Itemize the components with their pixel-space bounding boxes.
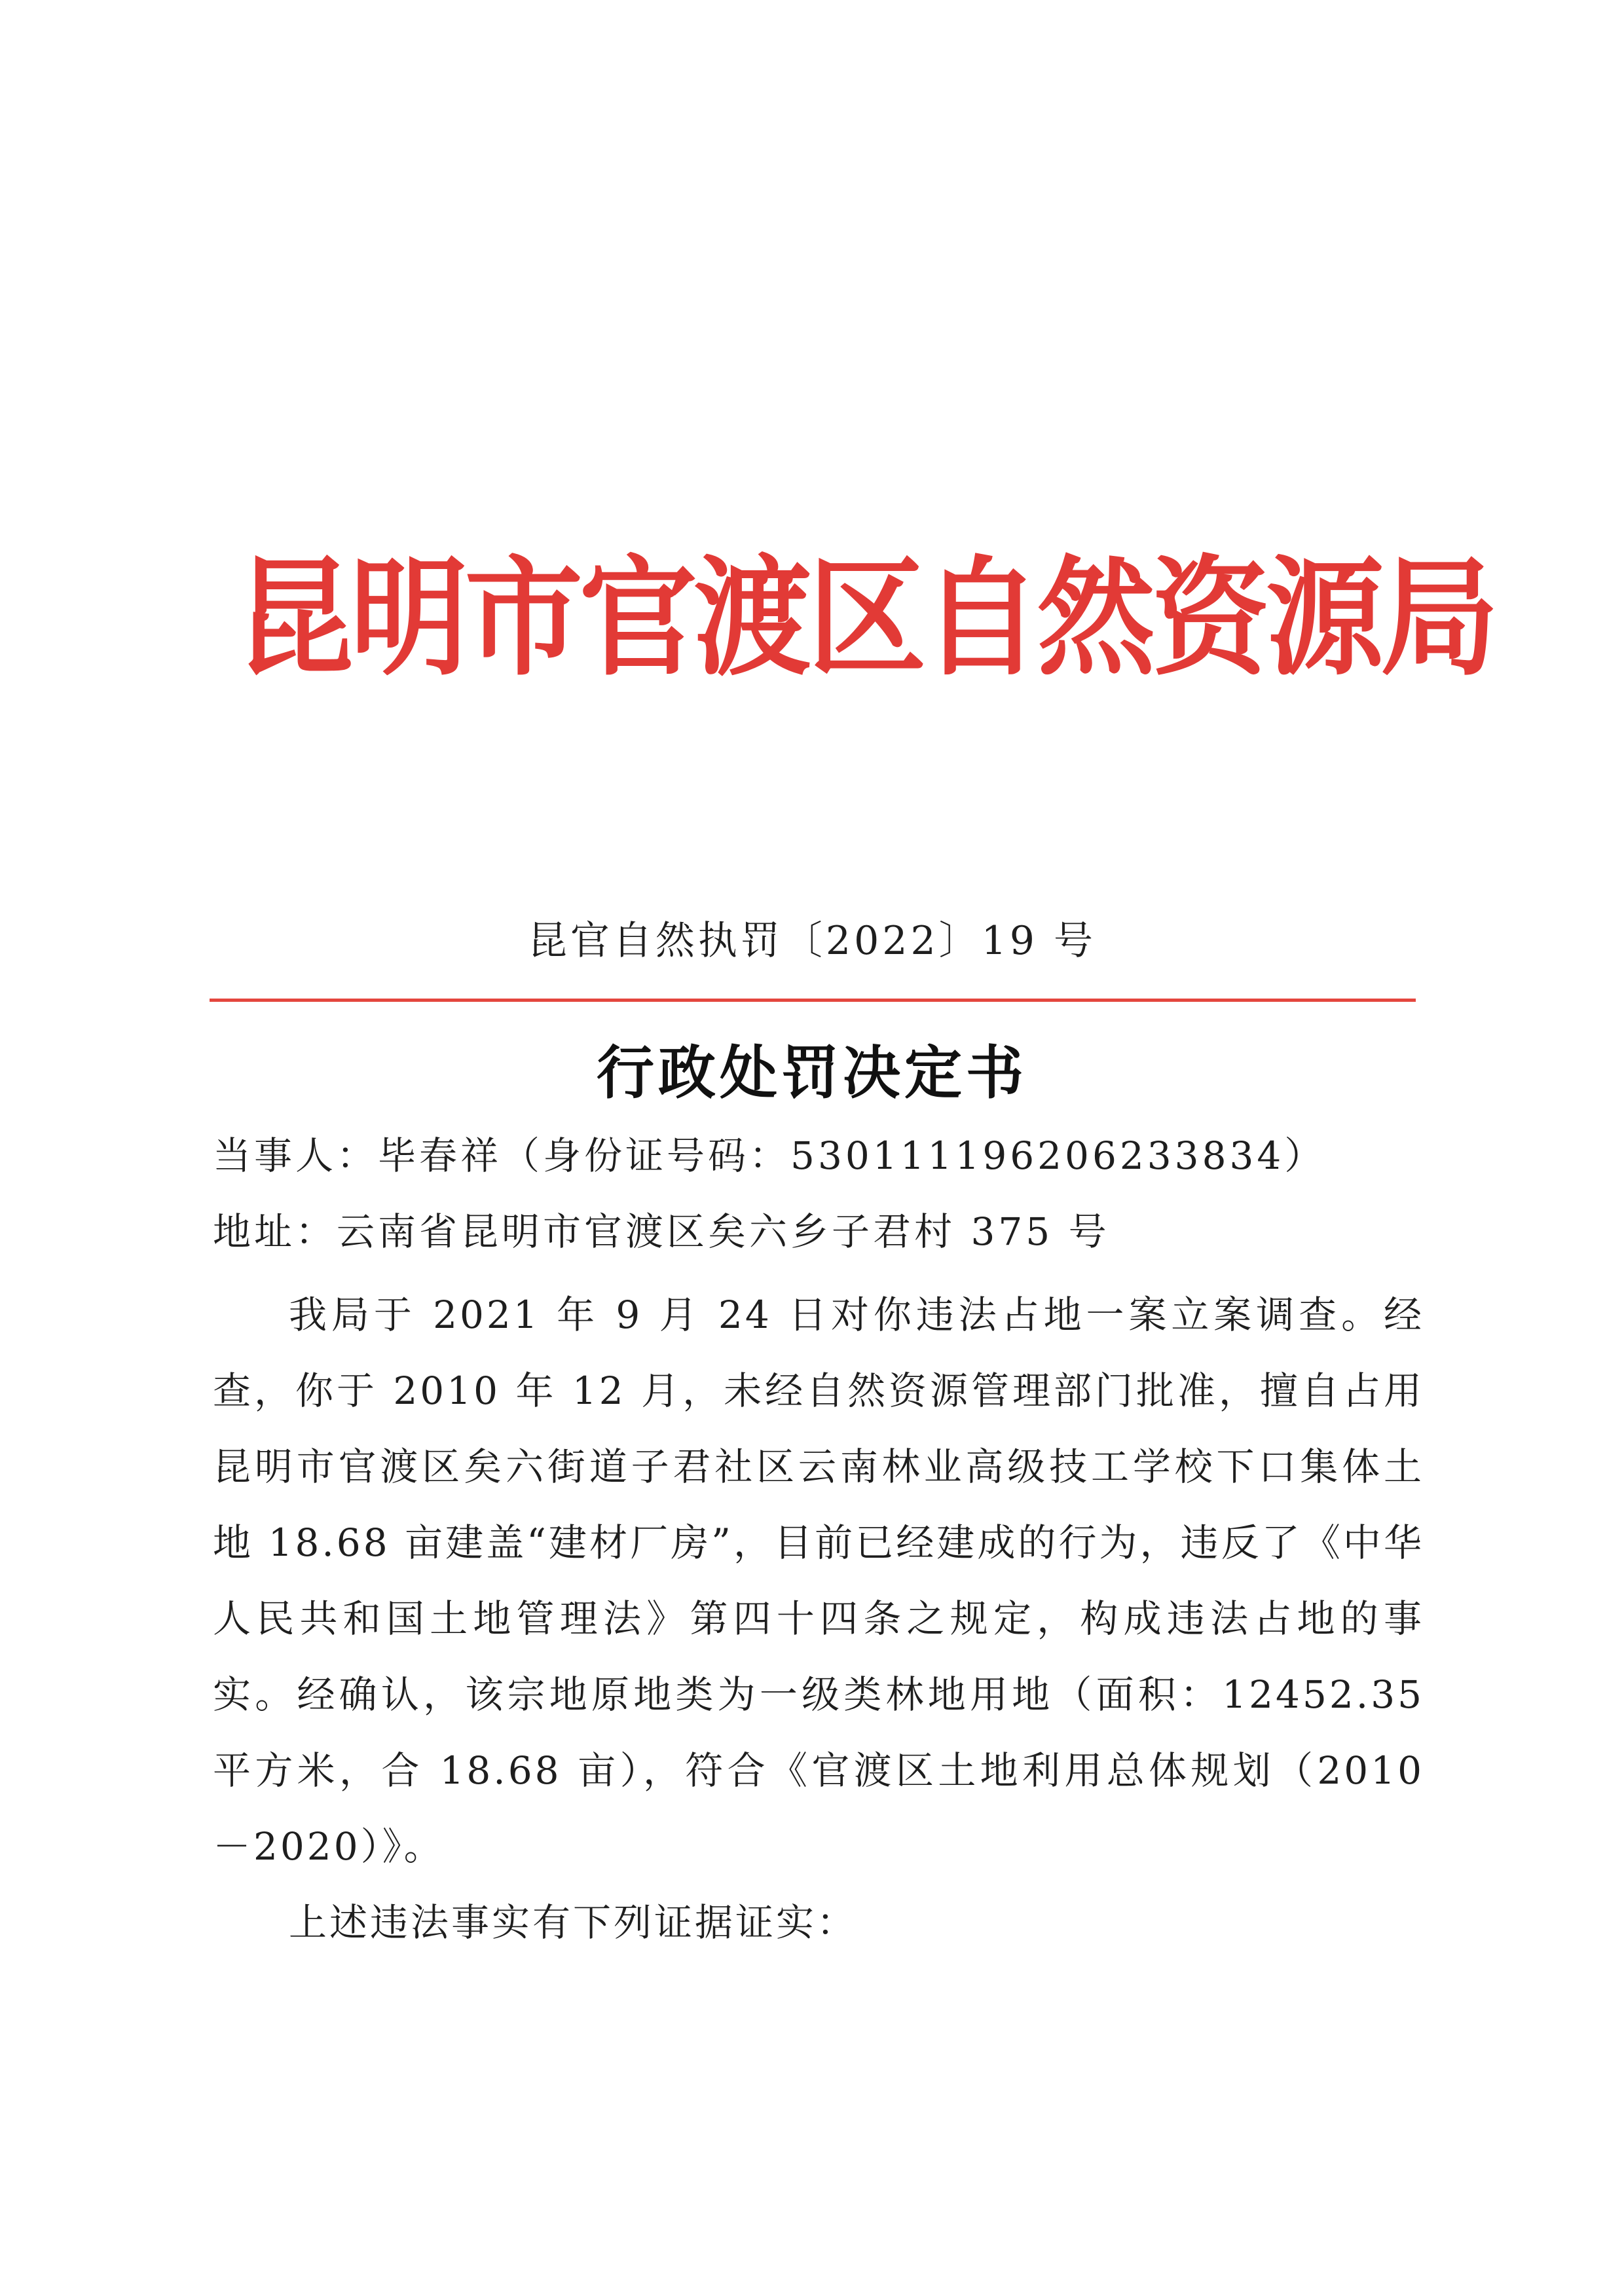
red-divider — [210, 999, 1416, 1002]
address-label: 地址： — [213, 1209, 337, 1254]
address-line — [213, 1202, 1437, 1261]
party-id-label: （身份证号码： — [502, 1133, 791, 1178]
party-id-close: ） — [1284, 1133, 1326, 1178]
body-paragraph-facts: 我局于 2021 年 9 月 24 日对你违法占地一案立案调查。经查，你于 2010 年 12 月，未经自然资源管理部门批准，擅自占用昆明市官渡区矣六街道子君社区云南林业高级技工学校下口集体土地 18.68 亩建盖“建材厂房”，目前已经建成的行为，违反了《中华人民共和国土地管理法》第四十四条之规定，构成违法占地的事实。经确认，该宗地原地类为一级类林地用地（面积：12452.35 平方米，合 18.68 亩），符合《官渡区土地利用总体规划（2010－2020）》。 — [213, 1293, 1424, 1869]
party-label: 当事人： — [213, 1133, 378, 1178]
party-id-number: 530111196206233834 — [790, 1133, 1285, 1178]
party-line — [213, 1126, 1437, 1185]
body-paragraph-evidence: 上述违法事实有下列证据证实： — [289, 1900, 858, 1945]
party-name: 毕春祥 — [378, 1133, 502, 1178]
document-title: 行政处罚决定书 — [596, 1038, 1027, 1107]
document-number: 昆官自然执罚〔2022〕19 号 — [527, 918, 1097, 964]
issuer-heading: 昆明市官渡区自然资源局 — [236, 544, 1495, 693]
address-value: 云南省昆明市官渡区矣六乡子君村 375 号 — [337, 1209, 1110, 1254]
body-text — [213, 1277, 1424, 1960]
